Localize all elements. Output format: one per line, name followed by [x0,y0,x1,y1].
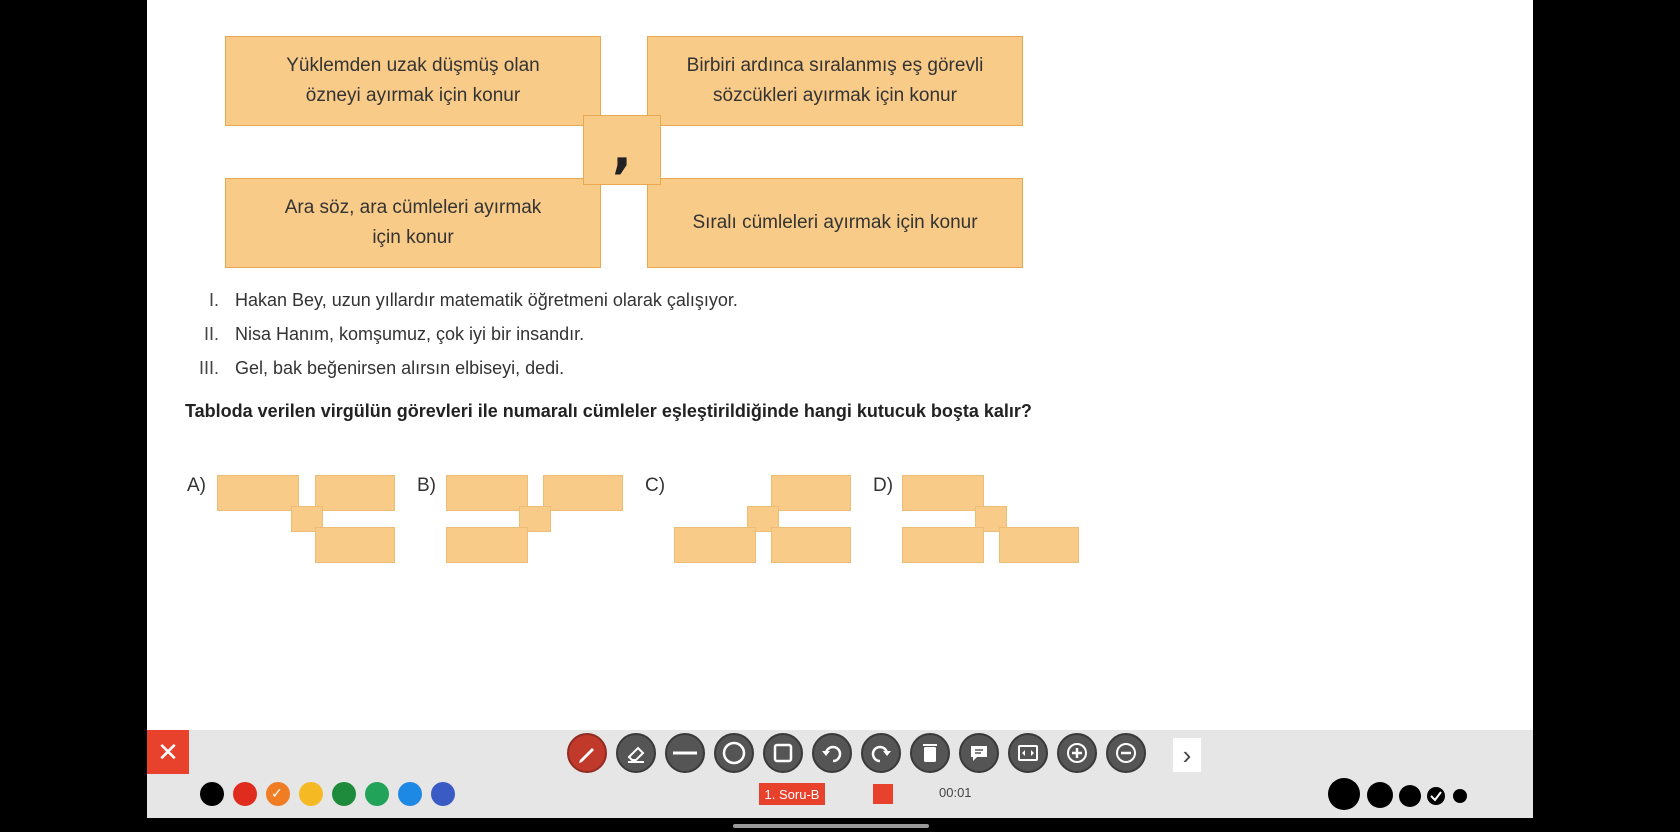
diagram-box-bottom-left: Ara söz, ara cümleleri ayırmak için konur [225,178,601,268]
option-label: D) [873,475,894,496]
option-box [446,527,528,563]
circle-icon[interactable] [714,733,754,773]
sentence-number: II. [203,324,219,344]
question-label[interactable]: 1. Soru-B [759,783,825,805]
undo-icon[interactable] [812,733,852,773]
stop-icon[interactable] [873,784,893,804]
sentence-text: Gel, bak beğenirsen alırsın elbiseyi, dedi. [235,358,565,378]
next-page-button[interactable]: › [1173,738,1201,772]
color-swatch[interactable] [299,782,323,806]
option-box [902,527,984,563]
drawing-toolbar [147,730,1533,818]
option-box [315,475,395,511]
diagram-box-top-left: Yüklemden uzak düşmüş olan özneyi ayırmak için konur [225,36,601,126]
line-icon[interactable] [665,733,705,773]
color-swatch[interactable] [398,782,422,806]
stroke-size-xlarge[interactable] [1328,778,1360,810]
home-indicator [733,824,929,828]
color-swatch[interactable] [266,782,290,806]
clear-icon[interactable] [910,733,950,773]
option-box [217,475,299,511]
option-box [446,475,528,511]
option-box [315,527,395,563]
zoom-in-icon[interactable] [1057,733,1097,773]
option-box [543,475,623,511]
option-box [674,527,756,563]
sentence-number: I. [208,290,219,310]
stroke-size-small[interactable] [1427,787,1445,805]
square-icon[interactable] [763,733,803,773]
option-label: A) [187,475,206,496]
sentence-number: III. [198,358,219,378]
option-box [771,527,851,563]
color-swatch[interactable] [200,782,224,806]
stroke-size-large[interactable] [1367,782,1393,808]
option-box [771,475,851,511]
color-swatch[interactable] [365,782,389,806]
diagram-box-bottom-right: Sıralı cümleleri ayırmak için konur [647,178,1023,268]
option-box [999,527,1079,563]
fit-icon[interactable] [1008,733,1048,773]
color-swatch[interactable] [233,782,257,806]
worksheet-page [147,0,1533,730]
option-box [902,475,984,511]
stroke-size-medium[interactable] [1399,785,1421,807]
option-label: B) [417,475,436,496]
question-text: Tabloda verilen virgülün görevleri ile numaralı cümleler eşleştirildiğinde hangi kutucuk boşta kalır? [185,401,1032,421]
pen-icon[interactable] [567,733,607,773]
comma-symbol: , [583,115,661,185]
color-swatch[interactable] [431,782,455,806]
sentence-2 [177,324,584,345]
sentence-text: Hakan Bey, uzun yıllardır matematik öğretmeni olarak çalışıyor. [235,290,738,310]
close-button[interactable]: ✕ [147,730,189,774]
option-label: C) [645,475,666,496]
zoom-out-icon[interactable] [1106,733,1146,773]
timer: 00:01 [939,785,972,800]
sentence-text: Nisa Hanım, komşumuz, çok iyi bir insandır. [235,324,585,344]
diagram-box-top-right: Birbiri ardınca sıralanmış eş görevli sözcükleri ayırmak için konur [647,36,1023,126]
comment-icon[interactable] [959,733,999,773]
stroke-size-xsmall[interactable] [1453,789,1467,803]
color-swatch[interactable] [332,782,356,806]
eraser-icon[interactable] [616,733,656,773]
redo-icon[interactable] [861,733,901,773]
sentence-3 [177,358,564,379]
sentence-1 [177,290,738,311]
